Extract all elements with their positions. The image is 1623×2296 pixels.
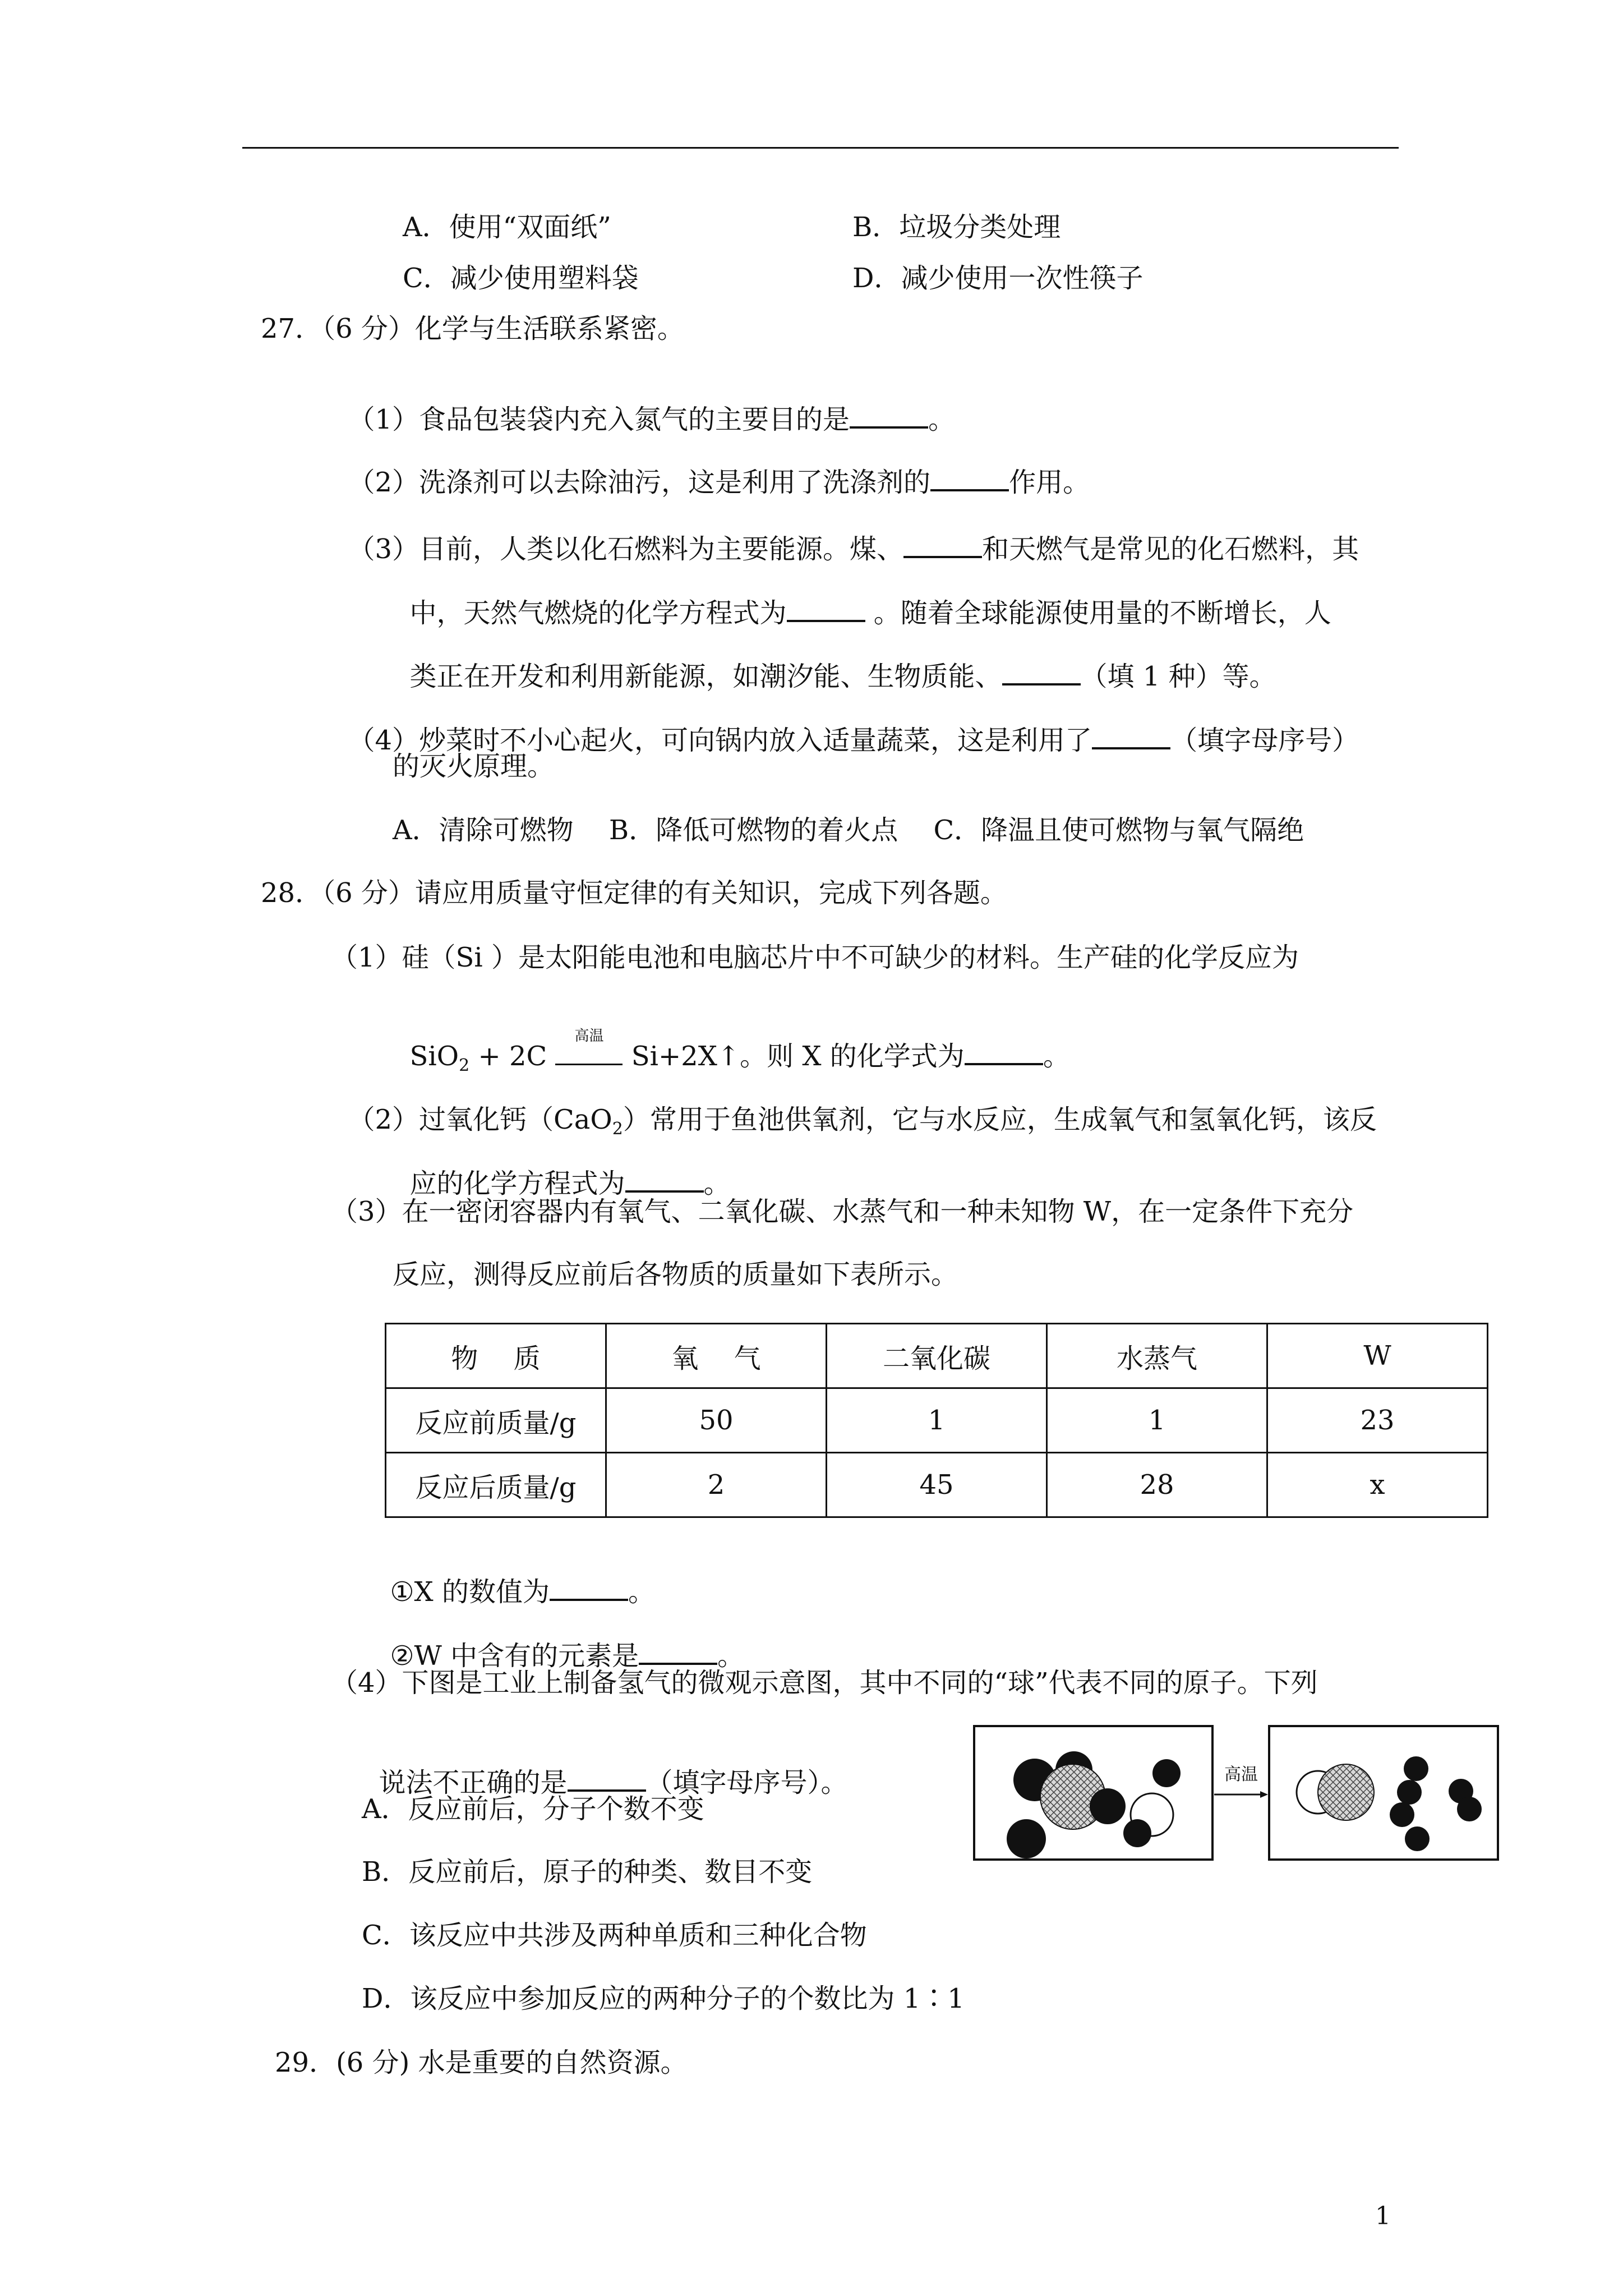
small-black-atom — [1390, 1802, 1414, 1827]
small-black-atom — [1397, 1780, 1422, 1805]
answer-blank[interactable] — [568, 1764, 646, 1792]
table-cell: 1 — [1047, 1388, 1267, 1453]
large-hatched-atom — [1318, 1764, 1374, 1820]
answer-blank[interactable] — [850, 401, 928, 429]
table-header-row — [386, 1324, 1488, 1388]
q27-part1-end: 。 — [928, 404, 956, 435]
q27-part3-line2-text: 中，天然气燃烧的化学方程式为 — [409, 597, 787, 629]
q27-part4-line1 — [331, 685, 1359, 758]
reaction-arrow — [555, 1028, 623, 1065]
small-black-atom — [1152, 1759, 1181, 1787]
q27-part4-text: （4）炒菜时不小心起火，可向锅内放入适量蔬菜，这是利用了 — [348, 725, 1092, 756]
q27-part2-text: （2）洗涤剂可以去除油污，这是利用了洗涤剂的 — [348, 467, 931, 498]
q27-part1 — [331, 365, 955, 438]
q28-stem: 28．（6 分）请应用质量守恒定律的有关知识，完成下列各题。 — [261, 877, 1007, 909]
table-cell: 反应后质量/g — [386, 1453, 606, 1517]
arrow-condition-label: 高温 — [1224, 1765, 1258, 1784]
q28-part4-line1: （4）下图是工业上制备氢气的微观示意图，其中不同的“球”代表不同的原子。下列 — [331, 1667, 1318, 1699]
table-cell: 28 — [1047, 1453, 1267, 1517]
q27-part3-line3 — [393, 622, 1276, 694]
table-header-cell: 氧 气 — [606, 1324, 827, 1388]
subscript: 2 — [459, 1056, 470, 1075]
q28-option-d: D．该反应中参加反应的两种分子的个数比为 1∶1 — [362, 1983, 965, 2014]
q28-option-b: B．反应前后，原子的种类、数目不变 — [362, 1856, 813, 1888]
q28-part4-line2 — [362, 1728, 848, 1801]
answer-blank[interactable] — [550, 1573, 628, 1601]
table-cell: 反应前质量/g — [386, 1388, 606, 1453]
q28-sub2-end: 。 — [717, 1640, 745, 1672]
answer-blank[interactable] — [1092, 721, 1170, 749]
q28-part1-line1: （1）硅（Si ）是太阳能电池和电脑芯片中不可缺少的材料。生产硅的化学反应为 — [331, 942, 1299, 973]
table-row — [386, 1388, 1488, 1453]
q28-part2-line2-text: 应的化学方程式为 — [409, 1168, 625, 1199]
q27-stem: 27．（6 分）化学与生活联系紧密。 — [261, 313, 684, 344]
q28-sub1-end: 。 — [628, 1576, 655, 1608]
small-black-atom — [1123, 1819, 1151, 1847]
formula-plus: + 2C — [469, 1041, 556, 1072]
q28-sub1 — [373, 1537, 655, 1610]
reaction-microscopic-diagram — [973, 1725, 1500, 1861]
small-black-atom — [1090, 1788, 1126, 1824]
q28-sub2 — [373, 1601, 744, 1674]
table-header-cell: W — [1267, 1324, 1488, 1388]
q27-part3-line2-cont: 。随着全球能源使用量的不断增长，人 — [865, 597, 1331, 629]
page-number: 1 — [1375, 2202, 1391, 2230]
table-cell: 2 — [606, 1453, 827, 1517]
q28-part2-line2-end: 。 — [703, 1168, 731, 1199]
subscript: 2 — [612, 1119, 623, 1139]
answer-blank[interactable] — [787, 594, 865, 622]
reaction-condition: 高温 — [574, 1028, 604, 1045]
answer-blank[interactable] — [639, 1637, 717, 1665]
q28-part2-text-cont: ）常用于鱼池供氧剂，它与水反应，生成氧气和氢氧化钙，该反 — [623, 1104, 1377, 1135]
answer-blank[interactable] — [965, 1037, 1043, 1065]
q27-part2 — [331, 427, 1090, 500]
q27-part3-line1 — [331, 494, 1359, 567]
header-rule — [242, 147, 1399, 149]
table-cell: 50 — [606, 1388, 827, 1453]
q27-part4-options: A．清除可燃物 B．降低可燃物的着火点 C．降温且使可燃物与氧气隔绝 — [393, 815, 1304, 846]
q28-option-c: C．该反应中共涉及两种单质和三种化合物 — [362, 1920, 867, 1951]
table-row — [386, 1453, 1488, 1517]
formula-sio2: SiO — [409, 1041, 459, 1072]
q27-part3-line3-cont: （填 1 种）等。 — [1080, 661, 1276, 692]
q28-part2-text: （2）过氧化钙（CaO — [348, 1104, 612, 1135]
co-molecule — [1297, 1764, 1374, 1820]
q27-part1-text: （1）食品包装袋内充入氮气的主要目的是 — [348, 404, 850, 435]
table-cell: 45 — [827, 1453, 1047, 1517]
q26-option-a: A．使用“双面纸” — [403, 211, 611, 243]
table-cell: 1 — [827, 1388, 1047, 1453]
small-black-atom — [1405, 1826, 1430, 1851]
q27-part3-line2 — [393, 558, 1331, 631]
q27-part4-text-cont: （填字母序号） — [1170, 725, 1359, 756]
answer-blank[interactable] — [903, 530, 982, 558]
q27-part3-text: （3）目前，人类以化石燃料为主要能源。煤、 — [348, 533, 904, 565]
table-header-cell: 物 质 — [386, 1324, 606, 1388]
q27-part2-end: 作用。 — [1009, 467, 1090, 498]
table-cell: x — [1267, 1453, 1488, 1517]
answer-blank[interactable] — [1002, 657, 1081, 685]
q26-option-c: C．减少使用塑料袋 — [403, 263, 639, 294]
q26-option-d: D．减少使用一次性筷子 — [852, 263, 1144, 294]
table-header-cell: 二氧化碳 — [827, 1324, 1047, 1388]
table-cell: 23 — [1267, 1388, 1488, 1453]
arrow — [1214, 1791, 1268, 1798]
q26-option-b: B．垃圾分类处理 — [852, 211, 1061, 243]
q28-part2-line2 — [393, 1129, 731, 1202]
reaction-bar — [555, 1064, 623, 1065]
answer-blank[interactable] — [930, 463, 1009, 491]
q28-part4-text-cont: （填字母序号）。 — [645, 1767, 848, 1798]
small-black-atom — [1457, 1797, 1482, 1821]
q27-part3-line3-text: 类正在开发和利用新能源，如潮汐能、生物质能、 — [409, 661, 1002, 692]
formula-products: Si+2X↑。则 X 的化学式为 — [623, 1041, 965, 1072]
q28-part3-line1: （3）在一密闭容器内有氧气、二氧化碳、水蒸气和一种未知物 W，在一定条件下充分 — [331, 1196, 1354, 1227]
mass-table — [385, 1323, 1488, 1518]
answer-blank[interactable] — [625, 1165, 704, 1193]
q27-part3-text-cont: 和天燃气是常见的化石燃料，其 — [982, 533, 1359, 565]
q28-option-a: A．反应前后，分子个数不变 — [362, 1793, 704, 1825]
table-header-cell: 水蒸气 — [1047, 1324, 1267, 1388]
q28-part3-line2: 反应，测得反应前后各物质的质量如下表所示。 — [393, 1259, 958, 1290]
q27-part4-line2: 的灭火原理。 — [393, 751, 555, 782]
q28-sub1-text: ①X 的数值为 — [390, 1576, 550, 1608]
small-black-atom — [1007, 1819, 1046, 1858]
q29-stem: 29．(6 分) 水是重要的自然资源。 — [275, 2047, 688, 2078]
equation-end: 。 — [1043, 1041, 1070, 1072]
q28-sub2-text: ②W 中含有的元素是 — [390, 1640, 639, 1672]
q28-part4-text: 说法不正确的是 — [379, 1767, 568, 1798]
small-black-atom — [1404, 1756, 1428, 1781]
